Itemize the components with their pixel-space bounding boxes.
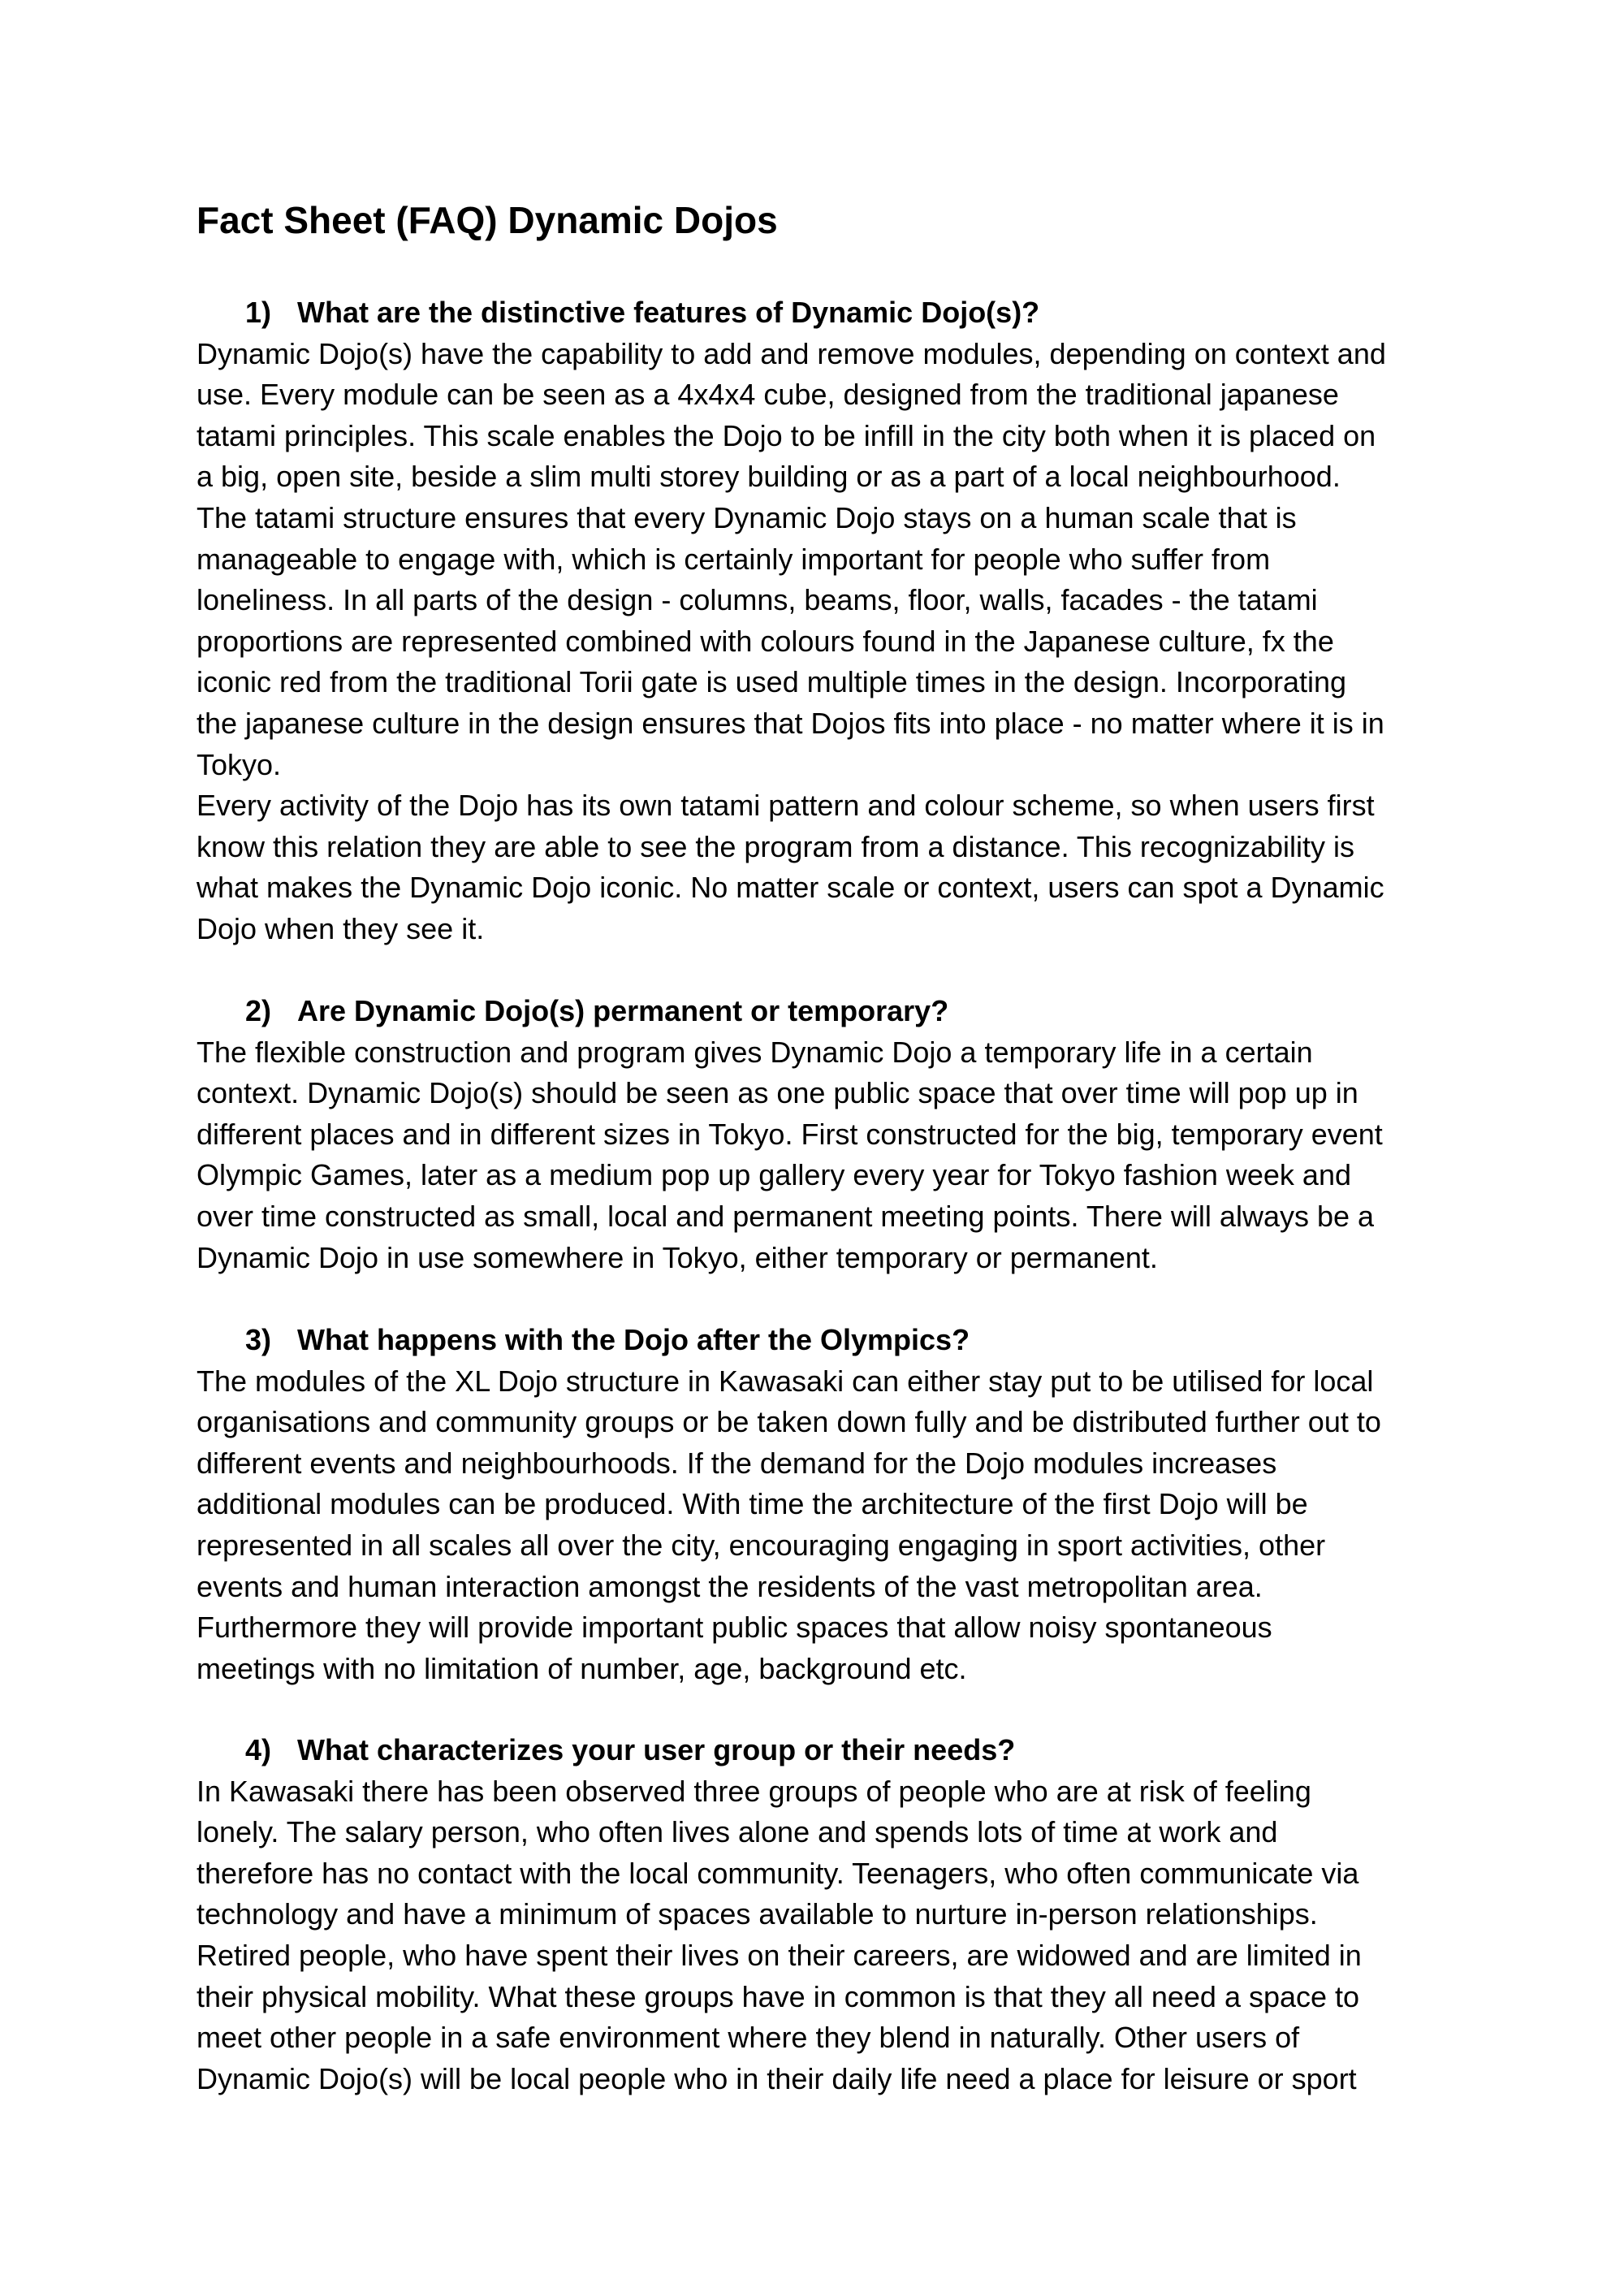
answer-line: the japanese culture in the design ensures that Dojos fits into place - no matter where it is in (197, 706, 1384, 740)
answer-line: Dynamic Dojo in use somewhere in Tokyo, either temporary or permanent. (197, 1240, 1158, 1274)
answer-line: their physical mobility. What these groups have in common is that they all need a space to (197, 1979, 1360, 2013)
answer-line: loneliness. In all parts of the design - columns, beams, floor, walls, facades - the tatami (197, 583, 1318, 617)
answer-paragraph (197, 1361, 1447, 1690)
faq-section-1 (197, 292, 1447, 950)
question-heading (197, 1730, 1447, 1771)
answer-line: a big, open site, beside a slim multi storey building or as a part of a local neighbourhood. (197, 460, 1341, 494)
question-number: 3) (245, 1323, 272, 1356)
question-text: What are the distinctive features of Dynamic Dojo(s)? (297, 296, 1040, 329)
answer-line: therefore has no contact with the local community. Teenagers, who often communicate via (197, 1856, 1359, 1890)
question-heading (197, 991, 1447, 1032)
question-number: 4) (245, 1733, 272, 1766)
answer-line: Every activity of the Dojo has its own tatami pattern and colour scheme, so when users first (197, 789, 1375, 823)
answer-line: context. Dynamic Dojo(s) should be seen as one public space that over time will pop up in (197, 1076, 1358, 1110)
answer-paragraph (197, 1771, 1447, 2100)
answer-line: lonely. The salary person, who often lives alone and spends lots of time at work and (197, 1815, 1278, 1849)
page-title: Fact Sheet (FAQ) Dynamic Dojos (197, 199, 778, 241)
question-text: Are Dynamic Dojo(s) permanent or temporary? (297, 994, 949, 1027)
answer-line: The tatami structure ensures that every Dynamic Dojo stays on a human scale that is (197, 500, 1297, 534)
answer-line: Retired people, who have spent their lives on their careers, are widowed and are limited in (197, 1938, 1362, 1972)
answer-line: Dynamic Dojo(s) will be local people who in their daily life need a place for leisure or sport (197, 2061, 1357, 2095)
answer-line: proportions are represented combined with colours found in the Japanese culture, fx the (197, 624, 1334, 658)
answer-line: The flexible construction and program gives Dynamic Dojo a temporary life in a certain (197, 1035, 1313, 1069)
answer-paragraph (197, 334, 1447, 950)
answer-line: over time constructed as small, local and permanent meeting points. There will always be a (197, 1199, 1375, 1233)
answer-line: different places and in different sizes in Tokyo. First constructed for the big, temporary event (197, 1117, 1383, 1151)
answer-line: represented in all scales all over the city, encouraging engaging in sport activities, other (197, 1528, 1326, 1562)
answer-line: tatami principles. This scale enables the Dojo to be infill in the city both when it is placed on (197, 418, 1376, 452)
answer-line: use. Every module can be seen as a 4x4x4 cube, designed from the traditional japanese (197, 378, 1339, 412)
answer-line: know this relation they are able to see the program from a distance. This recognizability is (197, 829, 1355, 863)
question-number: 2) (245, 994, 272, 1027)
answer-line: different events and neighbourhoods. If the demand for the Dojo modules increases (197, 1446, 1277, 1480)
answer-line: meet other people in a safe environment where they blend in naturally. Other users of (197, 2021, 1300, 2055)
faq-section-2 (197, 991, 1447, 1278)
answer-line: Dynamic Dojo(s) have the capability to add and remove modules, depending on context and (197, 336, 1386, 370)
answer-line: organisations and community groups or be taken down fully and be distributed further out to (197, 1405, 1381, 1439)
answer-line: Furthermore they will provide important public spaces that allow noisy spontaneous (197, 1611, 1272, 1645)
answer-line: Olympic Games, later as a medium pop up gallery every year for Tokyo fashion week and (197, 1158, 1351, 1192)
answer-line: Dojo when they see it. (197, 911, 485, 945)
answer-line: what makes the Dynamic Dojo iconic. No matter scale or context, users can spot a Dynamic (197, 871, 1384, 905)
faq-section-3 (197, 1320, 1447, 1689)
question-heading (197, 292, 1447, 334)
answer-line: manageable to engage with, which is certainly important for people who suffer from (197, 542, 1271, 576)
question-text: What happens with the Dojo after the Olympics? (297, 1323, 970, 1356)
question-number: 1) (245, 296, 272, 329)
question-heading (197, 1320, 1447, 1361)
answer-line: The modules of the XL Dojo structure in Kawasaki can either stay put to be utilised for local (197, 1364, 1374, 1398)
answer-line: Tokyo. (197, 747, 282, 781)
answer-line: technology and have a minimum of spaces available to nurture in-person relationships. (197, 1897, 1318, 1931)
answer-line: additional modules can be produced. With time the architecture of the first Dojo will be (197, 1487, 1308, 1521)
document-page (197, 0, 1447, 2296)
answer-line: In Kawasaki there has been observed three groups of people who are at risk of feeling (197, 1774, 1311, 1808)
answer-line: events and human interaction amongst the residents of the vast metropolitan area. (197, 1569, 1263, 1603)
answer-line: meetings with no limitation of number, age, background etc. (197, 1651, 967, 1685)
answer-line: iconic red from the traditional Torii gate is used multiple times in the design. Incorporating (197, 665, 1347, 699)
faq-section-4 (197, 1730, 1447, 2099)
question-text: What characterizes your user group or their needs? (297, 1733, 1016, 1766)
answer-paragraph (197, 1032, 1447, 1279)
